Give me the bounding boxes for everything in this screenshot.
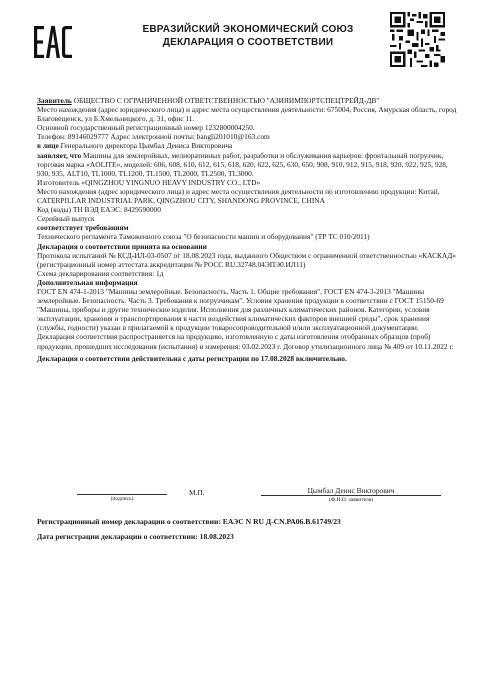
union-name: ЕВРАЗИЙСКИЙ ЭКОНОМИЧЕСКИЙ СОЮЗ xyxy=(142,24,354,35)
signature-caption: (подпись) xyxy=(110,496,134,502)
person-label: в лице xyxy=(37,141,59,151)
requirements-text: Технического регламента Таможенного союза "О безопасности машин и оборудования" (ТР ТС 010/2011) xyxy=(37,232,370,242)
declares-label: заявляет, что xyxy=(37,150,82,160)
release-type: Серийный выпуск xyxy=(37,214,95,224)
applicant-ogrn: Основной государственный регистрационный номер 1232800004250. xyxy=(37,123,255,133)
applicant-address: Место нахождения (адрес юридического лица) и адрес места осуществления деятельности: 675004, Россия, Амурская область, город Благовещенск, ул Б.Хмельницкого, д. 31, офис 11. xyxy=(37,105,457,124)
additional-info-label: Дополнительная информация xyxy=(37,277,138,287)
additional-info-text: ГОСТ EN 474-1-2013 "Машины землеройные. Безопасность. Часть 1. Общие требования", ГОСТ EN 474-3-2013 "Машины землеройные. Безопасность. Часть 3. Требования к погрузчикам". Условия хранения продукции в соответствии с ГОСТ 15150-69 "Машины, приборы и другие технические изделия. Исполнения для различных климатических районов. Категории, условия эксплуатации, хранения и транспортирования в части воздействия климатических факторов внешней среды", срок хранения (службы, годности) указан в прилагаемой к продукции товаросопроводительной и/или эксплуатационной документации. Декларация соответствия распространяется на продукцию, изготовленную с даты изготовления отобранных образцов (проб) продукции, прошедших исследования (испытания) и измерения: 03.02.2023 г. Договор утилизационного лица № 409 от 10.11.2022 г. xyxy=(37,286,454,351)
document-title: ДЕКЛАРАЦИЯ О СООТВЕТСТВИИ xyxy=(162,37,334,48)
requirements-label: соответствует требованиям xyxy=(37,223,129,233)
product-description: Машины для землеройных, мелиоративных работ, разработки и обслуживания карьеров: фронтальный погрузчик, торговая марка «AOLITE», моделей: 606, 608, 610, 612, 615, 618, 620, 622, 625, 630, 650, 908, 910, 912, 915, 918, 920, 922, 925, 928, 930, 935, ALT10, TL1000, TL1200, TL1500, TL2000, TL2500, TL3000. xyxy=(37,150,448,178)
applicant-person-line xyxy=(37,141,457,150)
validity-text: Декларация о соответствии действительна с даты регистрации по 17.08.2028 включительно. xyxy=(37,353,347,363)
stamp-place: М.П. xyxy=(189,488,205,497)
signature-line xyxy=(77,493,167,495)
declares-line xyxy=(37,151,457,178)
tn-ved-code: Код (коды) ТН ВЭД ЕАЭС: 8429590000 xyxy=(37,205,161,215)
person-name: Генерального директора Цымбал Дениса Викторовича xyxy=(58,141,233,151)
manufacturer-name: Изготовитель «QINGZHOU YINGNUO HEAVY INDUSTRY CO., LTD» xyxy=(37,177,261,187)
signer-name-line xyxy=(261,494,441,496)
declaration-body xyxy=(37,96,457,363)
registration-date: Дата регистрации декларации о соответствии: 18.08.2023 xyxy=(37,532,234,541)
registration-number: Регистрационный номер декларации о соответствии: ЕАЭС N RU Д-CN.РА06.В.61749/23 xyxy=(37,517,341,526)
signature-block xyxy=(37,486,457,512)
manufacturer-address: Место нахождения (адрес юридического лица) и адрес места осуществления деятельности по изготовлению продукции: Китай, CATERPILLAR INDUSTRIAL PARK, QINGZHOU CITY, SHANDONG PROVINCE, CHINA xyxy=(37,186,440,206)
signer-name: Цымбал Денис Викторович xyxy=(307,486,395,495)
applicant-name: ОБЩЕСТВО С ОГРАНИЧЕННОЙ ОТВЕТСТВЕННОСТЬЮ "АЗИЯИМПОРТСПЕЦТРЕЙД-ДВ" xyxy=(71,96,380,105)
applicant-contacts: Телефон: 89146029777 Адрес электронной почты: bangli201010@163.com xyxy=(37,132,270,142)
qr-code-icon xyxy=(390,12,445,67)
signer-name-caption: (Ф.И.О. заявителя) xyxy=(328,497,374,503)
applicant-line xyxy=(37,96,457,105)
scheme-text: Схема декларирования соответствия: 1д xyxy=(37,268,164,278)
eac-logo xyxy=(33,22,73,62)
applicant-label: Заявитель xyxy=(37,96,72,105)
basis-label: Декларация о соответствии принята на основании xyxy=(37,241,207,251)
basis-text: Протокола испытаний № КСД-ИЛ-03-0507 от 18.08.2023 года, выданного Обществом с ограниченной ответственностью «КАСКАД» (регистрационный номер аттестата аккредитации № РОСС RU.32748.04ЭПЭ0.ИЛ11) xyxy=(37,250,456,269)
